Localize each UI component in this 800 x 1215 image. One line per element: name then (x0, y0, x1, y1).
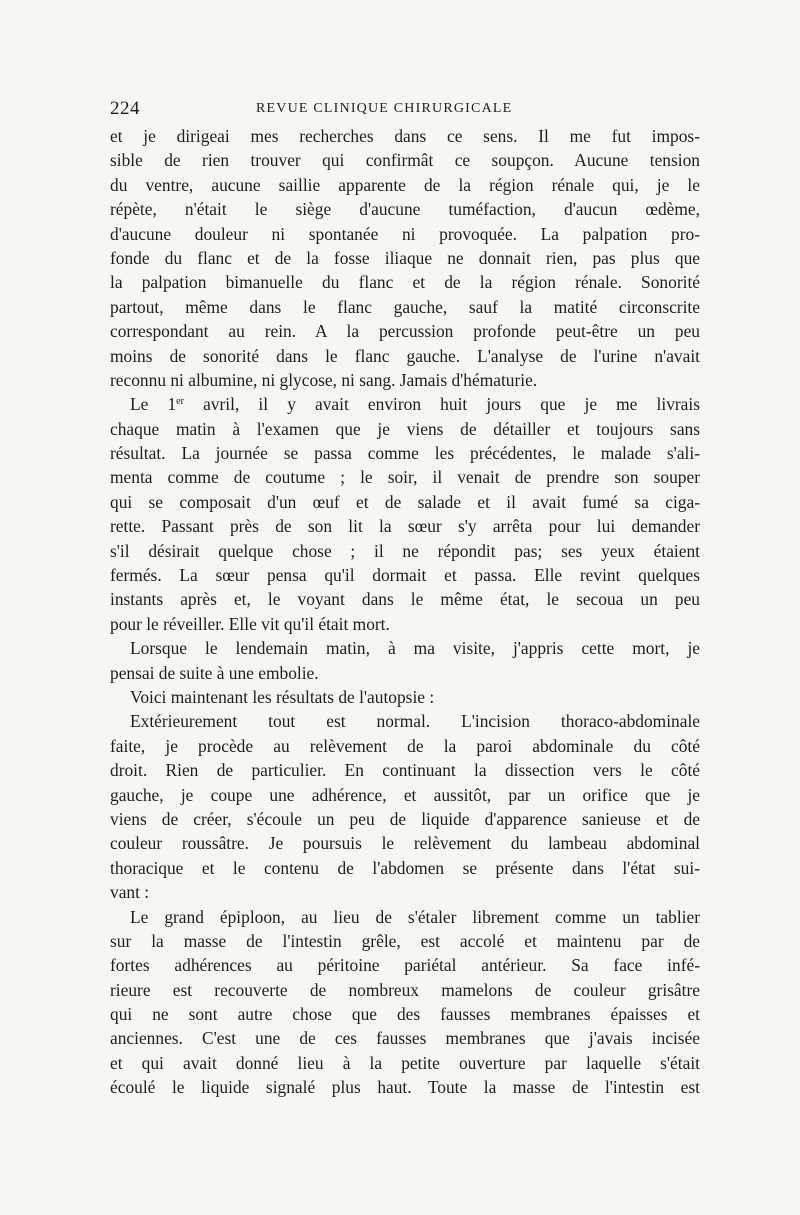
text-line: vant : (110, 882, 150, 903)
text-line: résultat. La journée se passa comme les précédentes, le malade s'ali- (110, 443, 700, 464)
text-line: répète, n'était le siège d'aucune tuméfaction, d'aucun œdème, (110, 199, 700, 220)
text-line: instants après et, le voyant dans le même état, le secoua un peu (110, 589, 700, 610)
date-superscript: er (176, 396, 184, 408)
text-line: rieure est recouverte de nombreux mamelons de couleur grisâtre (110, 979, 700, 1000)
text-line: sur la masse de l'intestin grêle, est accolé et maintenu par de (110, 930, 700, 951)
text-line: Le grand épiploon, au lieu de s'étaler librement comme un tablier (130, 906, 700, 927)
text-line: droit. Rien de particulier. En continuant la dissection vers le côté (110, 760, 700, 781)
text-line: correspondant au rein. A la percussion profonde peut-être un peu (110, 321, 700, 342)
text-line: viens de créer, s'écoule un peu de liquide d'apparence sanieuse et de (110, 808, 700, 829)
text-line: reconnu ni albumine, ni glycose, ni sang. Jamais d'hématurie. (110, 369, 538, 390)
text-line: fortes adhérences au péritoine pariétal antérieur. Sa face infé- (110, 955, 700, 976)
text-line: d'aucune douleur ni spontanée ni provoquée. La palpation pro- (110, 223, 700, 244)
text-line: Voici maintenant les résultats de l'autopsie : (130, 686, 435, 707)
text-line: Extérieurement tout est normal. L'incision thoraco-abdominale (130, 711, 700, 732)
text-line: gauche, je coupe une adhérence, et aussitôt, par un orifice que je (110, 784, 700, 805)
text-line: fermés. La sœur pensa qu'il dormait et passa. Elle revint quelques (110, 565, 700, 586)
date-prefix: Le 1 (130, 394, 177, 415)
text-line: partout, même dans le flanc gauche, sauf la matité circonscrite (110, 296, 700, 317)
text-line: menta comme de coutume ; le soir, il venait de prendre son souper (110, 467, 700, 488)
text-line: et je dirigeai mes recherches dans ce sens. Il me fut impos- (110, 126, 700, 146)
text-line: écoulé le liquide signalé plus haut. Toute la masse de l'intestin est (110, 1077, 700, 1098)
text-line: pensai de suite à une embolie. (110, 662, 319, 683)
text-line: qui se composait d'un œuf et de salade et il avait fumé sa ciga- (110, 491, 700, 512)
text-line: rette. Passant près de son lit la sœur s'y arrêta pour lui demander (110, 516, 700, 537)
text-line-dated (110, 392, 700, 416)
running-title: REVUE CLINIQUE CHIRURGICALE (256, 101, 513, 116)
text-line: qui ne sont autre chose que des fausses membranes épaisses et (110, 1004, 700, 1025)
text-line: Lorsque le lendemain matin, à ma visite, j'appris cette mort, je (130, 638, 700, 659)
text-line: moins de sonorité dans le flanc gauche. L'analyse de l'urine n'avait (110, 345, 700, 366)
page-header (110, 98, 698, 124)
text-line: sible de rien trouver qui confirmât ce soupçon. Aucune tension (110, 150, 700, 171)
text-line: du ventre, aucune saillie apparente de la région rénale qui, je le (110, 174, 700, 195)
page-number: 224 (110, 98, 140, 119)
text-line: s'il désirait quelque chose ; il ne répondit pas; ses yeux étaient (110, 540, 700, 561)
text-line: chaque matin à l'examen que je viens de détailler et toujours sans (110, 418, 700, 439)
text-line: pour le réveiller. Elle vit qu'il était mort. (110, 613, 390, 634)
text-line: thoracique et le contenu de l'abdomen se présente dans l'état sui- (110, 857, 700, 878)
text-line: la palpation bimanuelle du flanc et de la région rénale. Sonorité (110, 272, 700, 293)
date-line-rest: avril, il y avait environ huit jours que je me livrais (203, 394, 700, 415)
text-line: anciennes. C'est une de ces fausses membranes que j'avais incisée (110, 1028, 700, 1049)
text-line: couleur roussâtre. Je poursuis le relèvement du lambeau abdominal (110, 833, 700, 854)
body-text (110, 124, 700, 1100)
text-line: fonde du flanc et de la fosse iliaque ne donnait rien, pas plus que (110, 247, 700, 268)
text-line: et qui avait donné lieu à la petite ouverture par laquelle s'était (110, 1052, 700, 1073)
text-line: faite, je procède au relèvement de la paroi abdominale du côté (110, 735, 700, 756)
